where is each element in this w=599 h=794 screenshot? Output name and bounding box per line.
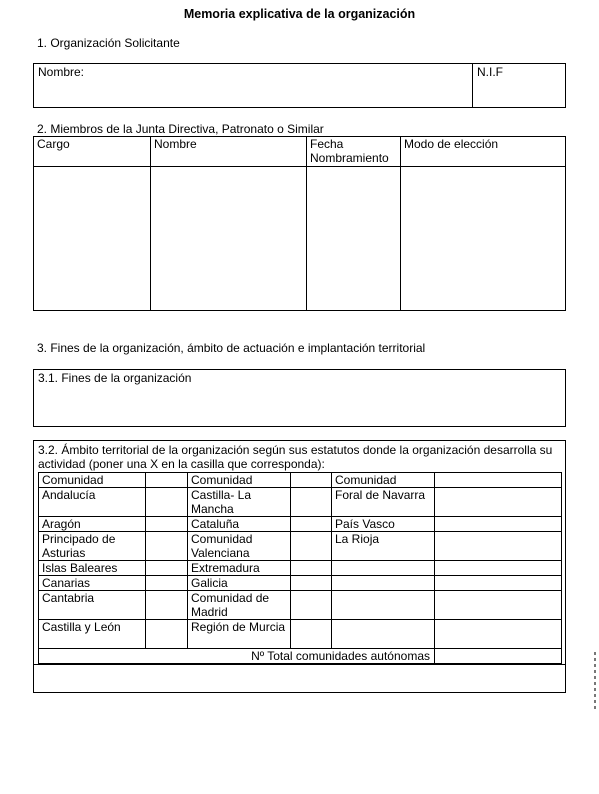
section1-heading: 1. Organización Solicitante xyxy=(37,36,180,50)
communities-header-row xyxy=(39,473,562,488)
community-checkbox[interactable] xyxy=(435,591,562,620)
community-name: Galicia xyxy=(188,576,291,591)
ambito-box xyxy=(33,440,566,693)
table-row xyxy=(39,561,562,576)
total-value-cell[interactable] xyxy=(435,649,562,664)
community-checkbox[interactable] xyxy=(146,620,188,649)
community-checkbox[interactable] xyxy=(435,532,562,561)
community-checkbox[interactable] xyxy=(291,517,332,532)
community-name: País Vasco xyxy=(332,517,435,532)
table-row xyxy=(34,167,566,311)
nombre-field[interactable] xyxy=(34,64,473,107)
nif-label: N.I.F xyxy=(477,65,503,79)
table-row xyxy=(39,517,562,532)
community-checkbox[interactable] xyxy=(435,517,562,532)
community-checkbox[interactable] xyxy=(146,488,188,517)
cargo-cell[interactable] xyxy=(34,167,151,311)
total-row xyxy=(39,649,562,664)
communities-table xyxy=(38,472,562,664)
community-name: Aragón xyxy=(39,517,146,532)
community-name: Comunidad Valenciana xyxy=(188,532,291,561)
nombre-label: Nombre: xyxy=(38,65,85,79)
community-name xyxy=(332,561,435,576)
community-name: Cantabria xyxy=(39,591,146,620)
checkbox-header-1 xyxy=(146,473,188,488)
community-checkbox[interactable] xyxy=(435,620,562,649)
community-checkbox[interactable] xyxy=(435,488,562,517)
community-checkbox[interactable] xyxy=(146,532,188,561)
fines-label: 3.1. Fines de la organización xyxy=(38,371,192,385)
ambito-upper xyxy=(34,441,565,665)
section3-heading: 3. Fines de la organización, ámbito de actuación e implantación territorial xyxy=(37,341,426,355)
community-name: Región de Murcia xyxy=(188,620,291,649)
community-checkbox[interactable] xyxy=(291,561,332,576)
community-checkbox[interactable] xyxy=(435,576,562,591)
organization-box xyxy=(33,63,566,108)
side-barcode xyxy=(592,652,598,712)
section2-heading: 2. Miembros de la Junta Directiva, Patronato o Similar xyxy=(37,122,324,136)
community-name: Canarias xyxy=(39,576,146,591)
comunidad-header-2: Comunidad xyxy=(188,473,291,488)
table-row xyxy=(39,488,562,517)
community-name: Andalucía xyxy=(39,488,146,517)
column-header-modo: Modo de elección xyxy=(401,137,566,167)
community-checkbox[interactable] xyxy=(146,591,188,620)
column-header-nombre: Nombre xyxy=(151,137,307,167)
community-name: Extremadura xyxy=(188,561,291,576)
community-checkbox[interactable] xyxy=(146,517,188,532)
community-name: Castilla- La Mancha xyxy=(188,488,291,517)
fecha-cell[interactable] xyxy=(307,167,401,311)
table-row xyxy=(39,576,562,591)
board-table-header xyxy=(34,137,566,167)
checkbox-header-2 xyxy=(291,473,332,488)
community-name: Principado de Asturias xyxy=(39,532,146,561)
table-row xyxy=(39,620,562,649)
community-name: Foral de Navarra xyxy=(332,488,435,517)
board-members-table xyxy=(33,136,566,311)
fines-box[interactable] xyxy=(33,369,566,427)
community-name: Comunidad de Madrid xyxy=(188,591,291,620)
document-title: Memoria explicativa de la organización xyxy=(183,7,416,21)
comunidad-header-1: Comunidad xyxy=(39,473,146,488)
community-checkbox[interactable] xyxy=(146,561,188,576)
community-name: Islas Baleares xyxy=(39,561,146,576)
community-checkbox[interactable] xyxy=(291,488,332,517)
community-name xyxy=(332,620,435,649)
table-row xyxy=(39,532,562,561)
community-checkbox[interactable] xyxy=(146,576,188,591)
community-name: La Rioja xyxy=(332,532,435,561)
community-checkbox[interactable] xyxy=(291,591,332,620)
community-name xyxy=(332,591,435,620)
community-checkbox[interactable] xyxy=(291,532,332,561)
column-header-fecha: Fecha Nombramiento xyxy=(307,137,401,167)
nombre-cell[interactable] xyxy=(151,167,307,311)
community-name: Castilla y León xyxy=(39,620,146,649)
modo-cell[interactable] xyxy=(401,167,566,311)
community-name xyxy=(332,576,435,591)
community-checkbox[interactable] xyxy=(435,561,562,576)
community-checkbox[interactable] xyxy=(291,576,332,591)
checkbox-header-3 xyxy=(435,473,562,488)
community-name: Cataluña xyxy=(188,517,291,532)
comunidad-header-3: Comunidad xyxy=(332,473,435,488)
nif-field[interactable] xyxy=(473,64,565,107)
community-checkbox[interactable] xyxy=(291,620,332,649)
total-label: Nº Total comunidades autónomas xyxy=(39,649,435,664)
table-row xyxy=(39,591,562,620)
ambito-label: 3.2. Ámbito territorial de la organización según sus estatutos donde la organización desarrolla su actividad (poner una X en la casilla que corresponda): xyxy=(38,443,553,471)
column-header-cargo: Cargo xyxy=(34,137,151,167)
